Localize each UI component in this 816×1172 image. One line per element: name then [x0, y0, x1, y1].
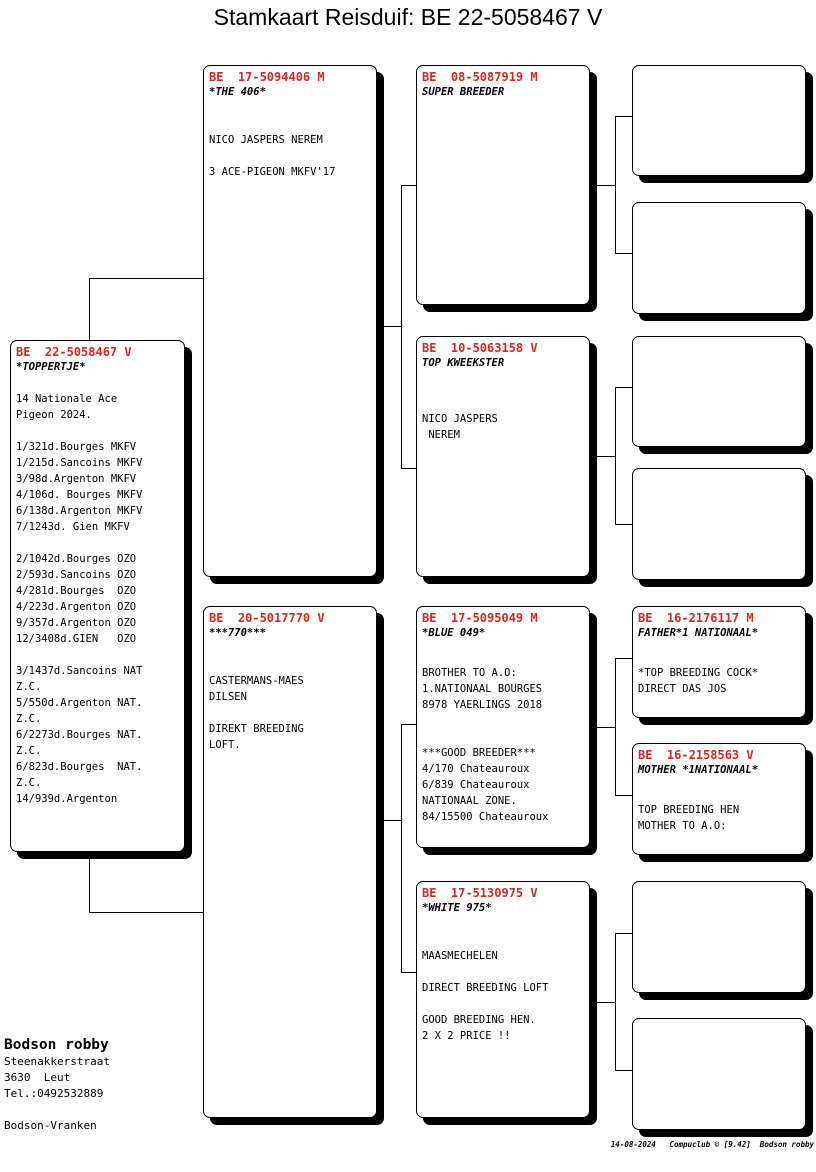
- pigeon-notes: MAASMECHELEN DIRECT BREEDING LOFT GOOD BREEDING HEN. 2 X 2 PRICE !!: [422, 950, 549, 1042]
- connector-line: [615, 387, 616, 524]
- connector-line: [89, 912, 204, 913]
- breeder-phone: Tel.:0492532889: [4, 1087, 104, 1100]
- connector-line: [615, 933, 633, 934]
- pigeon-name: *WHITE 975*: [422, 902, 492, 914]
- pigeon-card-subject[interactable]: [10, 340, 185, 852]
- connector-line: [615, 524, 633, 525]
- connector-line: [377, 326, 401, 327]
- pigeon-card-empty[interactable]: [632, 881, 806, 993]
- ring-number: BE 22-5058467 V: [16, 345, 132, 359]
- pigeon-name: MOTHER *1NATIONAAL*: [638, 764, 759, 776]
- ring-number: BE 20-5017770 V: [209, 611, 325, 625]
- pigeon-card-grandmother-maternal[interactable]: [416, 881, 590, 1118]
- pigeon-name: *BLUE 049*: [422, 627, 486, 639]
- pigeon-card-grandfather-maternal[interactable]: [416, 606, 590, 848]
- connector-line: [590, 727, 615, 728]
- breeder-loft: Bodson-Vranken: [4, 1119, 97, 1132]
- pigeon-card-empty[interactable]: [632, 1018, 806, 1130]
- connector-line: [615, 658, 633, 659]
- connector-line: [590, 456, 615, 457]
- pigeon-name: TOP KWEEKSTER: [422, 357, 505, 369]
- breeder-city: 3630 Leut: [4, 1071, 71, 1084]
- connector-line: [615, 253, 633, 254]
- ring-number: BE 17-5130975 V: [422, 886, 538, 900]
- connector-line: [401, 185, 417, 186]
- ring-number: BE 16-2176117 M: [638, 611, 754, 625]
- connector-line: [590, 1002, 615, 1003]
- pigeon-name: SUPER BREEDER: [422, 86, 505, 98]
- connector-line: [89, 278, 204, 279]
- pigeon-notes: BROTHER TO A.O: 1.NATIONAAL BOURGES 8978 YAERLINGS 2018 ***GOOD BREEDER*** 4/170 Chateauroux 6/839 Chateauroux NATIONAAL ZONE. 84/15500 Chateauroux: [422, 667, 549, 823]
- pigeon-card-empty[interactable]: [632, 202, 806, 314]
- page-title: Stamkaart Reisduif: BE 22-5058467 V: [213, 4, 603, 30]
- connector-line: [615, 116, 633, 117]
- breeder-name: Bodson robby: [4, 1037, 109, 1053]
- connector-line: [401, 468, 417, 469]
- connector-line: [615, 933, 616, 1070]
- connector-line: [615, 116, 616, 253]
- connector-line: [590, 185, 615, 186]
- connector-line: [377, 820, 401, 821]
- pigeon-notes: CASTERMANS-MAES DILSEN DIREKT BREEDING LOFT.: [209, 675, 304, 751]
- pigeon-card-empty[interactable]: [632, 468, 806, 580]
- ring-number: BE 17-5094406 M: [209, 70, 325, 84]
- pigeon-notes: NICO JASPERS NEREM: [422, 413, 498, 441]
- pigeon-card-grandfather-paternal[interactable]: [416, 65, 590, 305]
- pigeon-card-empty[interactable]: [632, 65, 806, 176]
- connector-line: [615, 795, 633, 796]
- connector-line: [401, 724, 402, 972]
- breeder-info: [4, 1036, 110, 1134]
- connector-line: [401, 724, 417, 725]
- pigeon-name: *TOPPERTJE*: [16, 361, 86, 373]
- ring-number: BE 17-5095049 M: [422, 611, 538, 625]
- pigeon-card-mother[interactable]: [203, 606, 377, 1118]
- connector-line: [89, 278, 90, 340]
- connector-line: [615, 1070, 633, 1071]
- pigeon-name: FATHER*1 NATIONAAL*: [638, 627, 759, 639]
- connector-line: [615, 387, 633, 388]
- breeder-street: Steenakkerstraat: [4, 1055, 110, 1068]
- connector-line: [401, 972, 417, 973]
- pigeon-card-great-grandfather[interactable]: [632, 606, 806, 718]
- pigeon-card-grandmother-paternal[interactable]: [416, 336, 590, 577]
- pigeon-notes: *TOP BREEDING COCK* DIRECT DAS JOS: [638, 667, 759, 695]
- connector-line: [401, 185, 402, 468]
- ring-number: BE 08-5087919 M: [422, 70, 538, 84]
- pigeon-notes: NICO JASPERS NEREM 3 ACE-PIGEON MKFV'17: [209, 134, 336, 178]
- pigeon-card-father[interactable]: [203, 65, 377, 577]
- pigeon-name: ***770***: [209, 627, 266, 639]
- footer-credit: 14-08-2024 Compuclub © [9.42] Bodson robby: [610, 1140, 814, 1149]
- pigeon-card-empty[interactable]: [632, 336, 806, 447]
- connector-line: [615, 658, 616, 795]
- pigeon-name: *THE 406*: [209, 86, 266, 98]
- pigeon-notes: 14 Nationale Ace Pigeon 2024. 1/321d.Bourges MKFV 1/215d.Sancoins MKFV 3/98d.Argenton MKFV 4/106d. Bourges MKFV 6/138d.Argenton MKFV 7/1243d. Gien MKFV 2/1042d.Bourges OZO 2/593d.Sancoins OZO 4/281d.Bourges OZO 4/223d.Argenton OZO 9/357d.Argenton OZO 12/3408d.GIEN OZO 3/1437d.Sancoins NAT Z.C. 5/550d.Argenton NAT. Z.C. 6/2273d.Bourges NAT. Z.C. 6/823d.Bourges NAT. Z.C. 14/939d.Argenton: [16, 393, 143, 805]
- connector-line: [89, 852, 90, 913]
- pigeon-notes: TOP BREEDING HEN MOTHER TO A.O:: [638, 804, 740, 832]
- pigeon-card-great-grandmother[interactable]: [632, 743, 806, 855]
- ring-number: BE 16-2158563 V: [638, 748, 754, 762]
- ring-number: BE 10-5063158 V: [422, 341, 538, 355]
